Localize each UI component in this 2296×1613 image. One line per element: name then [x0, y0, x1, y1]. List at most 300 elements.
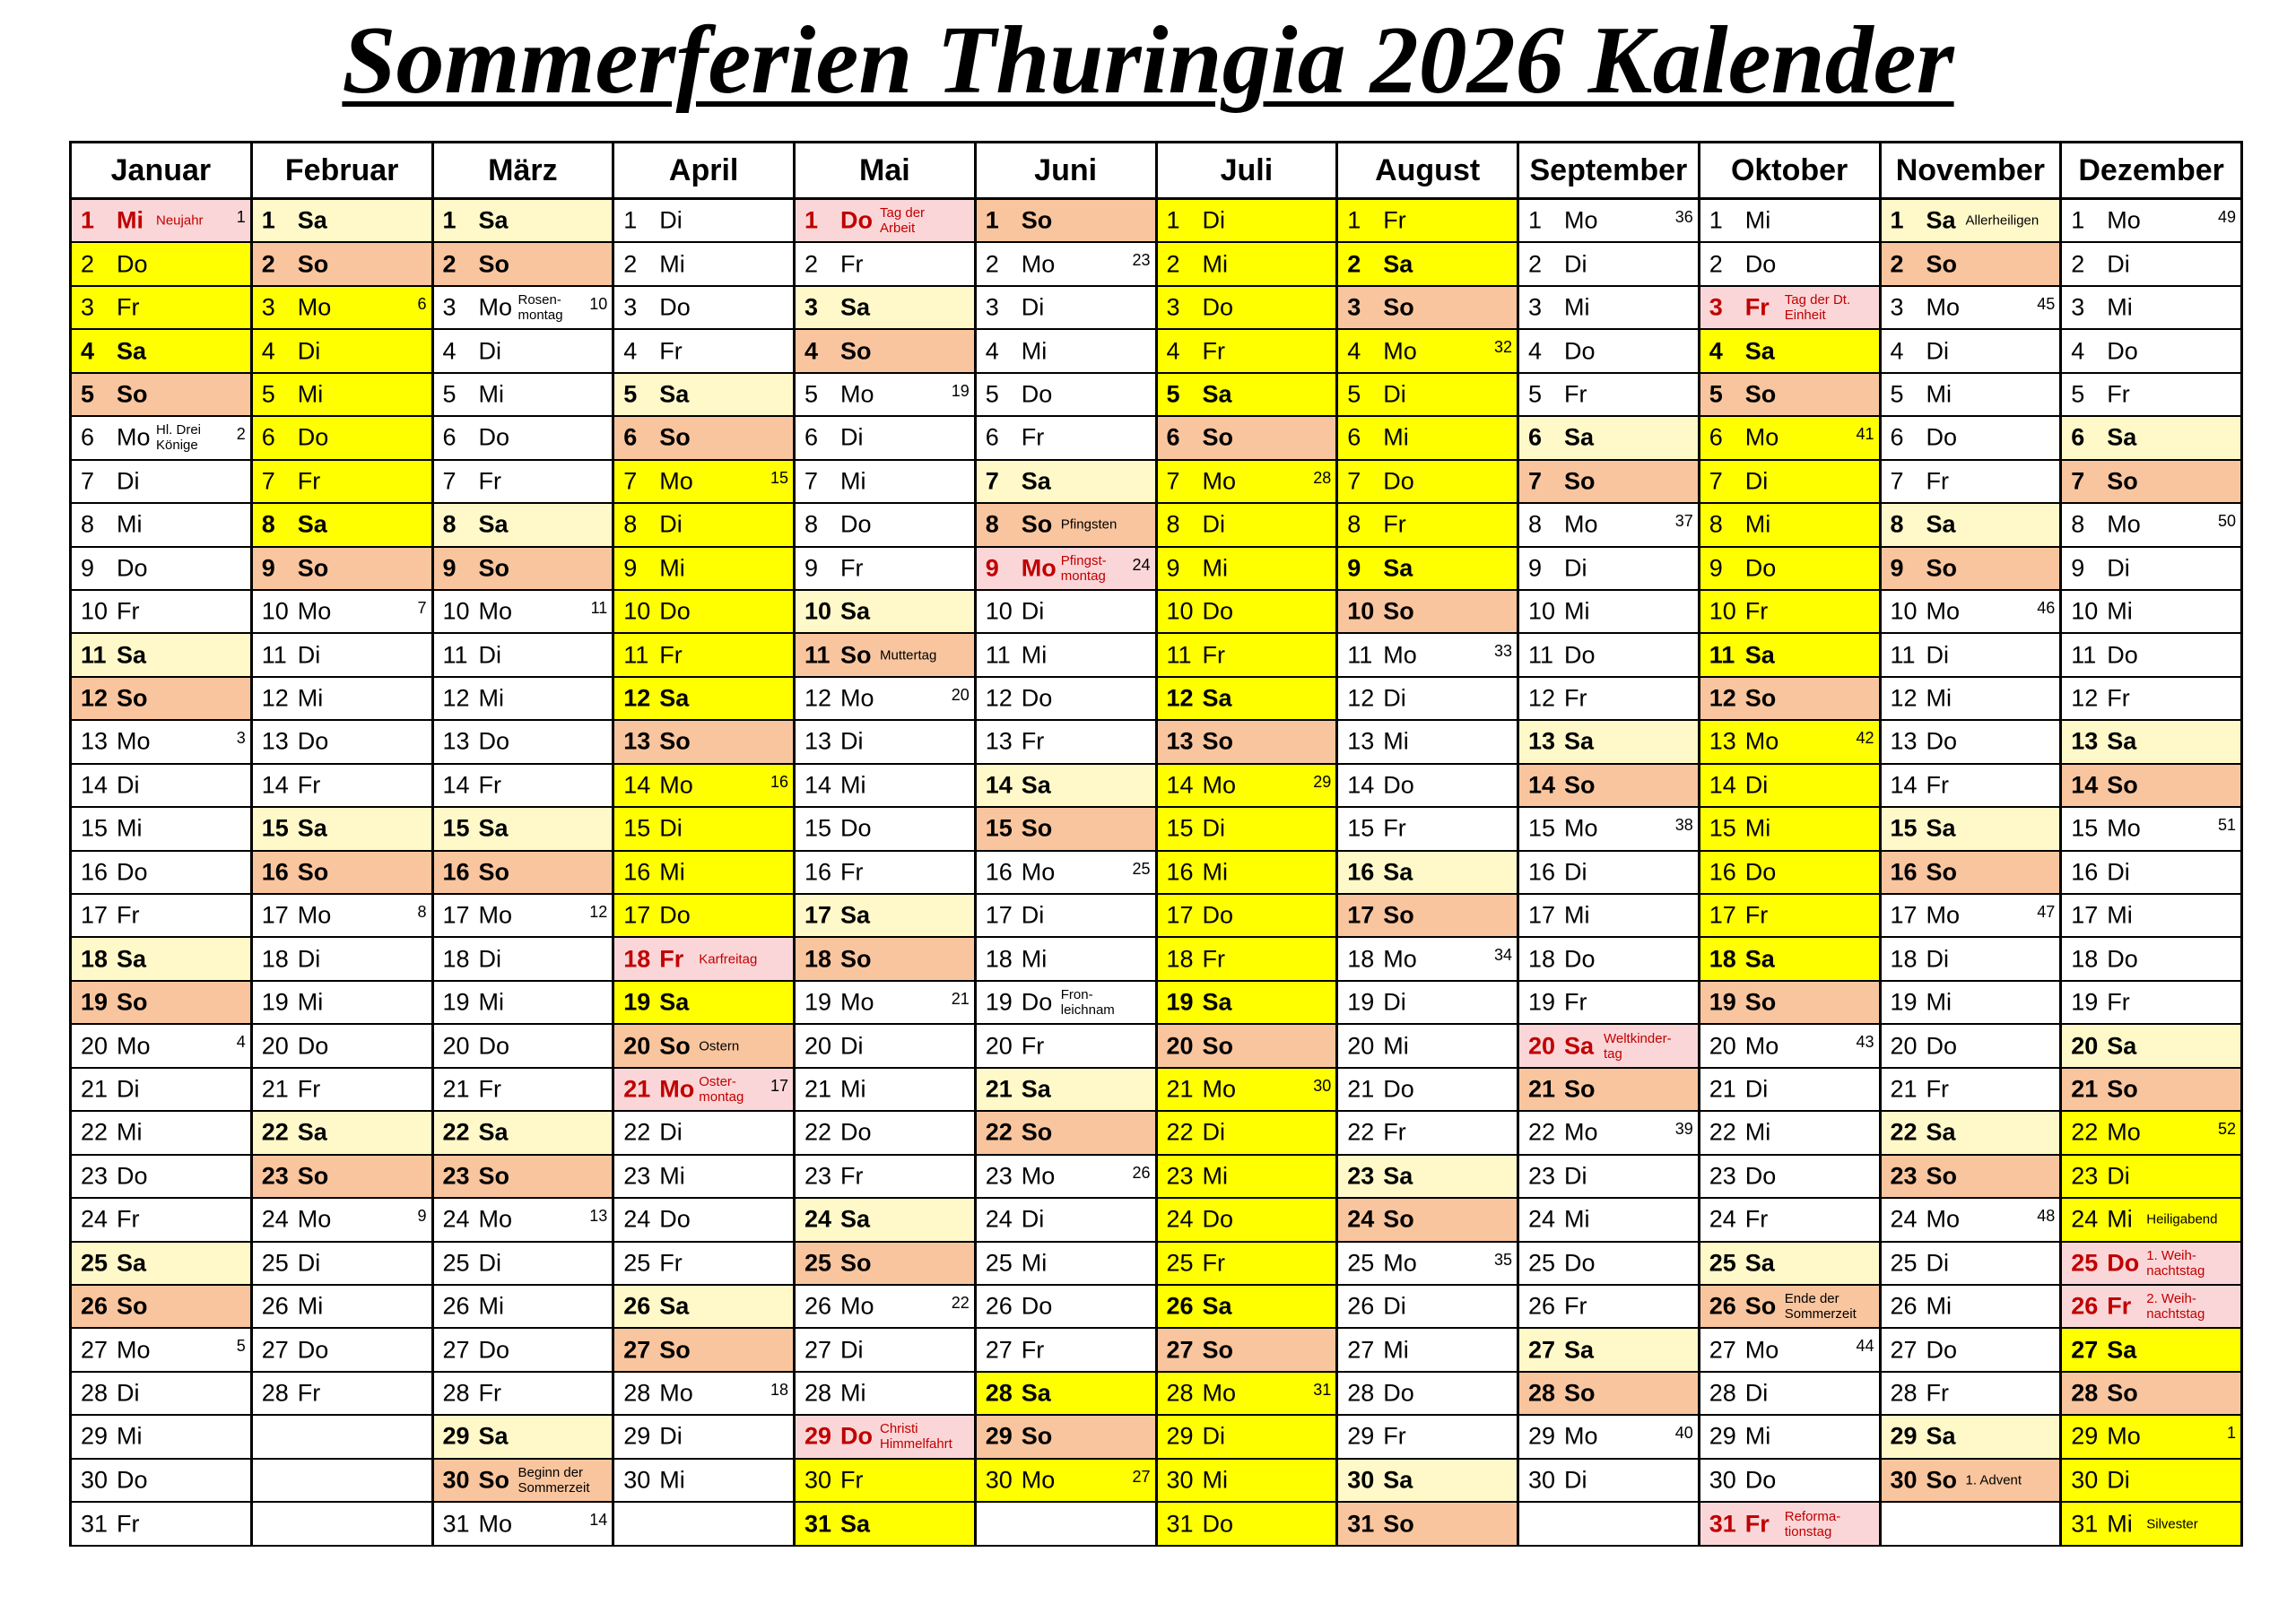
day-cell[interactable]	[2061, 1024, 2242, 1067]
day-cell[interactable]	[613, 1459, 795, 1502]
day-cell[interactable]	[2061, 1459, 2242, 1502]
day-cell[interactable]	[795, 1242, 976, 1285]
day-cell[interactable]	[1156, 199, 1337, 243]
day-cell[interactable]	[432, 937, 613, 980]
day-cell[interactable]	[71, 677, 252, 720]
day-cell[interactable]	[71, 1459, 252, 1502]
day-cell[interactable]	[1880, 590, 2061, 633]
day-cell[interactable]	[251, 720, 432, 763]
day-cell[interactable]	[1880, 1415, 2061, 1458]
day-cell[interactable]	[1156, 851, 1337, 894]
day-cell[interactable]	[1156, 590, 1337, 633]
day-cell[interactable]	[795, 1328, 976, 1371]
day-cell[interactable]	[975, 1415, 1156, 1458]
day-cell[interactable]	[2061, 851, 2242, 894]
day-cell[interactable]	[1518, 199, 1700, 243]
day-cell[interactable]	[2061, 1502, 2242, 1546]
day-cell[interactable]	[2061, 286, 2242, 329]
day-cell[interactable]	[1518, 373, 1700, 416]
day-cell[interactable]	[251, 1242, 432, 1285]
day-cell[interactable]	[975, 286, 1156, 329]
day-cell[interactable]	[1156, 416, 1337, 459]
day-cell[interactable]	[1699, 590, 1880, 633]
day-cell[interactable]	[2061, 199, 2242, 243]
day-cell[interactable]	[71, 1111, 252, 1154]
day-cell[interactable]	[975, 720, 1156, 763]
day-cell[interactable]	[1518, 1024, 1700, 1067]
day-cell[interactable]	[613, 764, 795, 807]
day-cell[interactable]	[795, 329, 976, 372]
day-cell[interactable]	[1880, 199, 2061, 243]
day-cell[interactable]	[613, 720, 795, 763]
day-cell[interactable]	[432, 460, 613, 503]
day-cell[interactable]	[71, 199, 252, 243]
day-cell[interactable]	[1518, 547, 1700, 590]
day-cell[interactable]	[1880, 807, 2061, 850]
day-cell[interactable]	[1699, 633, 1880, 676]
day-cell[interactable]	[1518, 242, 1700, 285]
day-cell[interactable]	[1156, 329, 1337, 372]
day-cell[interactable]	[251, 199, 432, 243]
day-cell[interactable]	[1156, 1111, 1337, 1154]
day-cell[interactable]	[71, 1372, 252, 1415]
day-cell[interactable]	[1337, 1024, 1518, 1067]
day-cell[interactable]	[1337, 894, 1518, 937]
day-cell[interactable]	[2061, 764, 2242, 807]
day-cell[interactable]	[975, 764, 1156, 807]
day-cell[interactable]	[613, 503, 795, 546]
day-cell[interactable]	[251, 1024, 432, 1067]
day-cell[interactable]	[795, 373, 976, 416]
day-cell[interactable]	[1699, 547, 1880, 590]
day-cell[interactable]	[975, 547, 1156, 590]
day-cell[interactable]	[1156, 1415, 1337, 1458]
day-cell[interactable]	[2061, 894, 2242, 937]
day-cell[interactable]	[1699, 373, 1880, 416]
day-cell[interactable]	[975, 1372, 1156, 1415]
day-cell[interactable]	[251, 1285, 432, 1328]
day-cell[interactable]	[1337, 1372, 1518, 1415]
day-cell[interactable]	[795, 894, 976, 937]
day-cell[interactable]	[1880, 981, 2061, 1024]
day-cell[interactable]	[975, 503, 1156, 546]
day-cell[interactable]	[613, 1068, 795, 1111]
day-cell[interactable]	[2061, 720, 2242, 763]
day-cell[interactable]	[1337, 1068, 1518, 1111]
day-cell[interactable]	[2061, 1328, 2242, 1371]
day-cell[interactable]	[613, 242, 795, 285]
day-cell[interactable]	[613, 677, 795, 720]
day-cell[interactable]	[2061, 1068, 2242, 1111]
day-cell[interactable]	[1156, 1198, 1337, 1241]
day-cell[interactable]	[1699, 1068, 1880, 1111]
day-cell[interactable]	[1699, 286, 1880, 329]
day-cell[interactable]	[432, 286, 613, 329]
day-cell[interactable]	[1699, 1155, 1880, 1198]
day-cell[interactable]	[251, 286, 432, 329]
day-cell[interactable]	[795, 286, 976, 329]
day-cell[interactable]	[71, 1024, 252, 1067]
day-cell[interactable]	[795, 981, 976, 1024]
day-cell[interactable]	[975, 373, 1156, 416]
day-cell[interactable]	[251, 764, 432, 807]
day-cell[interactable]	[1699, 1415, 1880, 1458]
day-cell[interactable]	[251, 373, 432, 416]
day-cell[interactable]	[1699, 720, 1880, 763]
day-cell[interactable]	[1156, 764, 1337, 807]
day-cell[interactable]	[1156, 1024, 1337, 1067]
day-cell[interactable]	[2061, 937, 2242, 980]
day-cell[interactable]	[1337, 1502, 1518, 1546]
day-cell[interactable]	[613, 937, 795, 980]
day-cell[interactable]	[1337, 937, 1518, 980]
day-cell[interactable]	[251, 1372, 432, 1415]
day-cell[interactable]	[1518, 1068, 1700, 1111]
day-cell[interactable]	[975, 1068, 1156, 1111]
day-cell[interactable]	[613, 1415, 795, 1458]
day-cell[interactable]	[71, 1068, 252, 1111]
day-cell[interactable]	[795, 416, 976, 459]
day-cell[interactable]	[613, 1372, 795, 1415]
day-cell[interactable]	[1880, 373, 2061, 416]
day-cell[interactable]	[251, 590, 432, 633]
day-cell[interactable]	[1880, 1328, 2061, 1371]
day-cell[interactable]	[613, 1285, 795, 1328]
day-cell[interactable]	[1337, 981, 1518, 1024]
day-cell[interactable]	[1337, 373, 1518, 416]
day-cell[interactable]	[251, 1111, 432, 1154]
day-cell[interactable]	[1337, 329, 1518, 372]
day-cell[interactable]	[613, 981, 795, 1024]
day-cell[interactable]	[251, 894, 432, 937]
day-cell[interactable]	[432, 503, 613, 546]
day-cell[interactable]	[2061, 1198, 2242, 1241]
day-cell[interactable]	[432, 1155, 613, 1198]
day-cell[interactable]	[795, 1111, 976, 1154]
day-cell[interactable]	[71, 1328, 252, 1371]
day-cell[interactable]	[1518, 1328, 1700, 1371]
day-cell[interactable]	[2061, 503, 2242, 546]
day-cell[interactable]	[975, 1459, 1156, 1502]
day-cell[interactable]	[251, 460, 432, 503]
day-cell[interactable]	[1337, 416, 1518, 459]
day-cell[interactable]	[1518, 1372, 1700, 1415]
day-cell[interactable]	[1156, 547, 1337, 590]
day-cell[interactable]	[795, 633, 976, 676]
day-cell[interactable]	[1518, 1415, 1700, 1458]
day-cell[interactable]	[2061, 633, 2242, 676]
day-cell[interactable]	[1156, 242, 1337, 285]
day-cell[interactable]	[1699, 460, 1880, 503]
day-cell[interactable]	[251, 1068, 432, 1111]
day-cell[interactable]	[2061, 329, 2242, 372]
day-cell[interactable]	[71, 503, 252, 546]
day-cell[interactable]	[71, 1502, 252, 1546]
day-cell[interactable]	[432, 720, 613, 763]
day-cell[interactable]	[975, 981, 1156, 1024]
day-cell[interactable]	[1337, 1155, 1518, 1198]
day-cell[interactable]	[1880, 1242, 2061, 1285]
day-cell[interactable]	[1337, 1328, 1518, 1371]
day-cell[interactable]	[432, 1068, 613, 1111]
day-cell[interactable]	[251, 547, 432, 590]
day-cell[interactable]	[71, 1242, 252, 1285]
day-cell[interactable]	[1699, 1372, 1880, 1415]
day-cell[interactable]	[432, 764, 613, 807]
day-cell[interactable]	[1699, 1502, 1880, 1546]
day-cell[interactable]	[71, 1155, 252, 1198]
day-cell[interactable]	[2061, 1415, 2242, 1458]
day-cell[interactable]	[432, 1024, 613, 1067]
day-cell[interactable]	[1518, 807, 1700, 850]
day-cell[interactable]	[1518, 286, 1700, 329]
day-cell[interactable]	[613, 590, 795, 633]
day-cell[interactable]	[1337, 1459, 1518, 1502]
day-cell[interactable]	[1880, 1024, 2061, 1067]
day-cell[interactable]	[1880, 1155, 2061, 1198]
day-cell[interactable]	[1518, 1198, 1700, 1241]
day-cell[interactable]	[432, 199, 613, 243]
day-cell[interactable]	[795, 1502, 976, 1546]
day-cell[interactable]	[613, 1024, 795, 1067]
day-cell[interactable]	[71, 981, 252, 1024]
day-cell[interactable]	[2061, 807, 2242, 850]
day-cell[interactable]	[432, 1328, 613, 1371]
day-cell[interactable]	[1156, 1502, 1337, 1546]
day-cell[interactable]	[432, 807, 613, 850]
day-cell[interactable]	[975, 1155, 1156, 1198]
day-cell[interactable]	[1699, 329, 1880, 372]
day-cell[interactable]	[1156, 286, 1337, 329]
day-cell[interactable]	[795, 1198, 976, 1241]
day-cell[interactable]	[1156, 1242, 1337, 1285]
day-cell[interactable]	[432, 1372, 613, 1415]
day-cell[interactable]	[71, 1415, 252, 1458]
day-cell[interactable]	[975, 1285, 1156, 1328]
day-cell[interactable]	[2061, 1285, 2242, 1328]
day-cell[interactable]	[1880, 1372, 2061, 1415]
day-cell[interactable]	[1156, 1285, 1337, 1328]
day-cell[interactable]	[251, 937, 432, 980]
day-cell[interactable]	[1337, 720, 1518, 763]
day-cell[interactable]	[613, 373, 795, 416]
day-cell[interactable]	[795, 937, 976, 980]
day-cell[interactable]	[613, 851, 795, 894]
day-cell[interactable]	[71, 851, 252, 894]
day-cell[interactable]	[1699, 1242, 1880, 1285]
day-cell[interactable]	[2061, 1372, 2242, 1415]
day-cell[interactable]	[1699, 1328, 1880, 1371]
day-cell[interactable]	[975, 937, 1156, 980]
day-cell[interactable]	[975, 590, 1156, 633]
day-cell[interactable]	[795, 590, 976, 633]
day-cell[interactable]	[1156, 720, 1337, 763]
day-cell[interactable]	[975, 1111, 1156, 1154]
day-cell[interactable]	[71, 807, 252, 850]
day-cell[interactable]	[613, 329, 795, 372]
day-cell[interactable]	[975, 807, 1156, 850]
day-cell[interactable]	[432, 677, 613, 720]
day-cell[interactable]	[1880, 416, 2061, 459]
day-cell[interactable]	[795, 720, 976, 763]
day-cell[interactable]	[1156, 1068, 1337, 1111]
day-cell[interactable]	[1518, 1155, 1700, 1198]
day-cell[interactable]	[1337, 460, 1518, 503]
day-cell[interactable]	[2061, 416, 2242, 459]
day-cell[interactable]	[975, 677, 1156, 720]
day-cell[interactable]	[1699, 677, 1880, 720]
day-cell[interactable]	[1699, 242, 1880, 285]
day-cell[interactable]	[795, 460, 976, 503]
day-cell[interactable]	[1518, 1111, 1700, 1154]
day-cell[interactable]	[1699, 807, 1880, 850]
day-cell[interactable]	[71, 590, 252, 633]
day-cell[interactable]	[1337, 199, 1518, 243]
day-cell[interactable]	[795, 807, 976, 850]
day-cell[interactable]	[432, 981, 613, 1024]
day-cell[interactable]	[1699, 1111, 1880, 1154]
day-cell[interactable]	[71, 894, 252, 937]
day-cell[interactable]	[975, 633, 1156, 676]
day-cell[interactable]	[1880, 242, 2061, 285]
day-cell[interactable]	[71, 720, 252, 763]
day-cell[interactable]	[1518, 633, 1700, 676]
day-cell[interactable]	[1880, 851, 2061, 894]
day-cell[interactable]	[795, 1459, 976, 1502]
day-cell[interactable]	[795, 1415, 976, 1458]
day-cell[interactable]	[1699, 1459, 1880, 1502]
day-cell[interactable]	[1337, 286, 1518, 329]
day-cell[interactable]	[1337, 1285, 1518, 1328]
day-cell[interactable]	[1518, 981, 1700, 1024]
day-cell[interactable]	[71, 329, 252, 372]
day-cell[interactable]	[1156, 937, 1337, 980]
day-cell[interactable]	[975, 460, 1156, 503]
day-cell[interactable]	[613, 416, 795, 459]
day-cell[interactable]	[1337, 764, 1518, 807]
day-cell[interactable]	[1880, 1285, 2061, 1328]
day-cell[interactable]	[975, 1242, 1156, 1285]
day-cell[interactable]	[432, 851, 613, 894]
day-cell[interactable]	[1337, 1415, 1518, 1458]
day-cell[interactable]	[1699, 503, 1880, 546]
day-cell[interactable]	[1337, 1198, 1518, 1241]
day-cell[interactable]	[1156, 981, 1337, 1024]
day-cell[interactable]	[432, 1242, 613, 1285]
day-cell[interactable]	[1880, 286, 2061, 329]
day-cell[interactable]	[432, 242, 613, 285]
day-cell[interactable]	[795, 1155, 976, 1198]
day-cell[interactable]	[251, 329, 432, 372]
day-cell[interactable]	[432, 1459, 613, 1502]
day-cell[interactable]	[975, 1198, 1156, 1241]
day-cell[interactable]	[251, 1328, 432, 1371]
day-cell[interactable]	[1337, 1111, 1518, 1154]
day-cell[interactable]	[1880, 1111, 2061, 1154]
day-cell[interactable]	[1518, 851, 1700, 894]
day-cell[interactable]	[1156, 1459, 1337, 1502]
day-cell[interactable]	[71, 373, 252, 416]
day-cell[interactable]	[1156, 503, 1337, 546]
day-cell[interactable]	[251, 981, 432, 1024]
day-cell[interactable]	[613, 1242, 795, 1285]
day-cell[interactable]	[1880, 329, 2061, 372]
day-cell[interactable]	[432, 894, 613, 937]
day-cell[interactable]	[795, 242, 976, 285]
day-cell[interactable]	[1156, 677, 1337, 720]
day-cell[interactable]	[1337, 677, 1518, 720]
day-cell[interactable]	[1156, 460, 1337, 503]
day-cell[interactable]	[432, 547, 613, 590]
day-cell[interactable]	[1699, 416, 1880, 459]
day-cell[interactable]	[1699, 1198, 1880, 1241]
day-cell[interactable]	[1337, 590, 1518, 633]
day-cell[interactable]	[1518, 329, 1700, 372]
day-cell[interactable]	[71, 547, 252, 590]
day-cell[interactable]	[1156, 373, 1337, 416]
day-cell[interactable]	[2061, 590, 2242, 633]
day-cell[interactable]	[1518, 677, 1700, 720]
day-cell[interactable]	[795, 199, 976, 243]
day-cell[interactable]	[432, 1111, 613, 1154]
day-cell[interactable]	[613, 1155, 795, 1198]
day-cell[interactable]	[251, 807, 432, 850]
day-cell[interactable]	[2061, 460, 2242, 503]
day-cell[interactable]	[432, 1415, 613, 1458]
day-cell[interactable]	[613, 807, 795, 850]
day-cell[interactable]	[1337, 547, 1518, 590]
day-cell[interactable]	[1518, 1285, 1700, 1328]
day-cell[interactable]	[2061, 1242, 2242, 1285]
day-cell[interactable]	[432, 329, 613, 372]
day-cell[interactable]	[251, 503, 432, 546]
day-cell[interactable]	[1337, 633, 1518, 676]
day-cell[interactable]	[1699, 894, 1880, 937]
day-cell[interactable]	[1880, 894, 2061, 937]
day-cell[interactable]	[71, 416, 252, 459]
day-cell[interactable]	[613, 286, 795, 329]
day-cell[interactable]	[795, 547, 976, 590]
day-cell[interactable]	[71, 937, 252, 980]
day-cell[interactable]	[71, 242, 252, 285]
day-cell[interactable]	[975, 1024, 1156, 1067]
day-cell[interactable]	[1337, 242, 1518, 285]
day-cell[interactable]	[2061, 1111, 2242, 1154]
day-cell[interactable]	[251, 242, 432, 285]
day-cell[interactable]	[1518, 937, 1700, 980]
day-cell[interactable]	[795, 1024, 976, 1067]
day-cell[interactable]	[432, 1502, 613, 1546]
day-cell[interactable]	[1337, 807, 1518, 850]
day-cell[interactable]	[1156, 633, 1337, 676]
day-cell[interactable]	[1518, 503, 1700, 546]
day-cell[interactable]	[795, 677, 976, 720]
day-cell[interactable]	[251, 416, 432, 459]
day-cell[interactable]	[71, 1285, 252, 1328]
day-cell[interactable]	[613, 1328, 795, 1371]
day-cell[interactable]	[1880, 720, 2061, 763]
day-cell[interactable]	[251, 1155, 432, 1198]
day-cell[interactable]	[1880, 633, 2061, 676]
day-cell[interactable]	[2061, 1155, 2242, 1198]
day-cell[interactable]	[1156, 1328, 1337, 1371]
day-cell[interactable]	[251, 633, 432, 676]
day-cell[interactable]	[613, 460, 795, 503]
day-cell[interactable]	[1337, 851, 1518, 894]
day-cell[interactable]	[975, 242, 1156, 285]
day-cell[interactable]	[2061, 981, 2242, 1024]
day-cell[interactable]	[795, 764, 976, 807]
